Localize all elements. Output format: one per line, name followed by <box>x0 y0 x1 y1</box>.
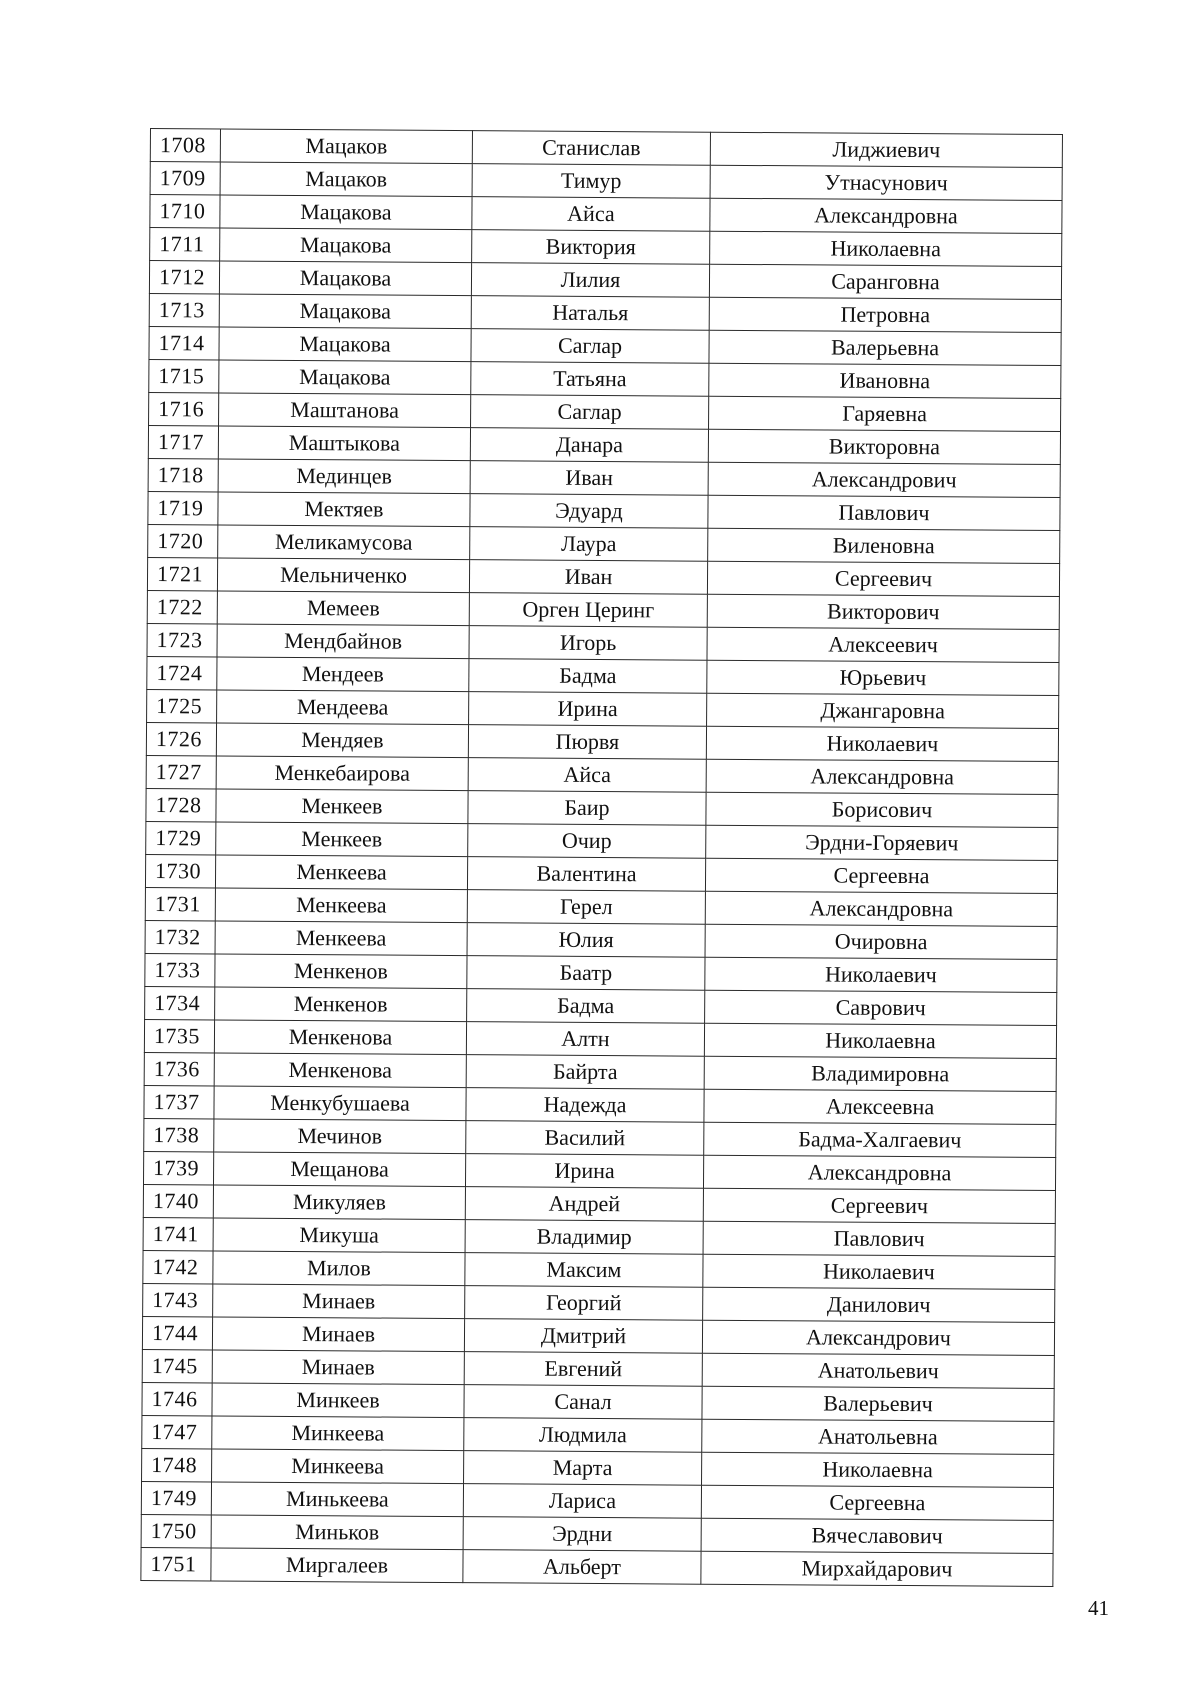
last-name-cell: Мечинов <box>214 1119 466 1154</box>
first-name-cell: Алтн <box>466 1022 704 1057</box>
last-name-cell: Мацакова <box>219 261 471 296</box>
last-name-cell: Маштыкова <box>218 426 470 461</box>
first-name-cell: Юлия <box>467 923 705 958</box>
first-name-cell: Наталья <box>471 296 709 331</box>
last-name-cell: Менкубушаева <box>214 1086 466 1121</box>
last-name-cell: Мендбайнов <box>217 624 469 659</box>
row-number-cell: 1721 <box>147 557 217 590</box>
row-number-cell: 1722 <box>147 590 217 623</box>
table-row <box>144 1085 1056 1124</box>
last-name-cell: Мединцев <box>218 459 470 494</box>
patronymic-cell: Мирхайдарович <box>701 1551 1053 1586</box>
last-name-cell: Мендяев <box>216 723 468 758</box>
last-name-cell: Менкенов <box>215 954 467 989</box>
last-name-cell: Менкебаирова <box>216 756 468 791</box>
first-name-cell: Саглар <box>471 395 709 430</box>
last-name-cell: Менкенов <box>215 987 467 1022</box>
row-number-cell: 1709 <box>150 162 220 195</box>
first-name-cell: Орген Церинг <box>469 593 707 628</box>
names-table <box>140 128 1063 1587</box>
patronymic-cell: Саранговна <box>709 264 1061 299</box>
last-name-cell: Минькеева <box>211 1482 463 1517</box>
patronymic-cell: Александровна <box>705 891 1057 926</box>
first-name-cell: Дмитрий <box>464 1319 702 1354</box>
row-number-cell: 1751 <box>141 1547 211 1580</box>
patronymic-cell: Владимировна <box>704 1056 1056 1091</box>
first-name-cell: Ирина <box>469 692 707 727</box>
row-number-cell: 1735 <box>144 1019 214 1052</box>
patronymic-cell: Виленовна <box>708 528 1060 563</box>
table-row <box>146 755 1058 794</box>
last-name-cell: Микуляев <box>213 1185 465 1220</box>
row-number-cell: 1723 <box>147 623 217 656</box>
row-number-cell: 1741 <box>143 1217 213 1250</box>
patronymic-cell: Николаевна <box>702 1452 1054 1487</box>
patronymic-cell: Павлович <box>708 495 1060 530</box>
last-name-cell: Микуша <box>213 1218 465 1253</box>
last-name-cell: Минкеева <box>212 1416 464 1451</box>
first-name-cell: Василий <box>466 1121 704 1156</box>
first-name-cell: Иван <box>469 560 707 595</box>
patronymic-cell: Джангаровна <box>707 693 1059 728</box>
row-number-cell: 1738 <box>144 1118 214 1151</box>
last-name-cell: Миргалеев <box>211 1548 463 1583</box>
patronymic-cell: Сергеевна <box>701 1485 1053 1520</box>
patronymic-cell: Сергеевич <box>703 1188 1055 1223</box>
first-name-cell: Бадма <box>467 989 705 1024</box>
patronymic-cell: Гаряевна <box>709 396 1061 431</box>
row-number-cell: 1743 <box>143 1283 213 1316</box>
first-name-cell: Игорь <box>469 626 707 661</box>
first-name-cell: Людмила <box>464 1418 702 1453</box>
row-number-cell: 1716 <box>149 392 219 425</box>
first-name-cell: Надежда <box>466 1088 704 1123</box>
last-name-cell: Меликамусова <box>218 525 470 560</box>
patronymic-cell: Николаевич <box>705 957 1057 992</box>
row-number-cell: 1737 <box>144 1085 214 1118</box>
patronymic-cell: Валерьевич <box>702 1386 1054 1421</box>
patronymic-cell: Александровна <box>706 759 1058 794</box>
row-number-cell: 1726 <box>146 722 216 755</box>
row-number-cell: 1712 <box>149 261 219 294</box>
first-name-cell: Татьяна <box>471 362 709 397</box>
row-number-cell: 1714 <box>149 326 219 359</box>
patronymic-cell: Павлович <box>703 1221 1055 1256</box>
row-number-cell: 1745 <box>142 1349 212 1382</box>
row-number-cell: 1713 <box>149 293 219 326</box>
patronymic-cell: Данилович <box>703 1287 1055 1322</box>
last-name-cell: Мацакова <box>219 327 471 362</box>
row-number-cell: 1724 <box>147 656 217 689</box>
patronymic-cell: Лиджиевич <box>710 132 1062 167</box>
first-name-cell: Айса <box>468 758 706 793</box>
first-name-cell: Баатр <box>467 956 705 991</box>
last-name-cell: Мацакова <box>219 294 471 329</box>
first-name-cell: Иван <box>470 461 708 496</box>
patronymic-cell: Юрьевич <box>707 660 1059 695</box>
row-number-cell: 1748 <box>142 1448 212 1481</box>
names-table-body <box>141 129 1063 1587</box>
row-number-cell: 1718 <box>148 458 218 491</box>
last-name-cell: Маштанова <box>219 393 471 428</box>
first-name-cell: Саглар <box>471 329 709 364</box>
last-name-cell: Минаев <box>213 1284 465 1319</box>
last-name-cell: Мацакова <box>220 195 472 230</box>
last-name-cell: Минкеева <box>212 1449 464 1484</box>
table-row <box>147 623 1059 662</box>
row-number-cell: 1750 <box>141 1514 211 1547</box>
first-name-cell: Ирина <box>465 1154 703 1189</box>
page-number: 41 <box>1088 1596 1109 1620</box>
patronymic-cell: Саврович <box>705 990 1057 1025</box>
patronymic-cell: Эрдни-Горяевич <box>706 825 1058 860</box>
patronymic-cell: Анатольевна <box>702 1419 1054 1454</box>
last-name-cell: Мектяев <box>218 492 470 527</box>
patronymic-cell: Сергеевич <box>707 561 1059 596</box>
patronymic-cell: Алексеевич <box>707 627 1059 662</box>
first-name-cell: Виктория <box>472 230 710 265</box>
first-name-cell: Владимир <box>465 1220 703 1255</box>
row-number-cell: 1731 <box>145 887 215 920</box>
row-number-cell: 1717 <box>148 425 218 458</box>
row-number-cell: 1727 <box>146 755 216 788</box>
patronymic-cell: Петровна <box>709 297 1061 332</box>
row-number-cell: 1730 <box>145 854 215 887</box>
row-number-cell: 1740 <box>143 1184 213 1217</box>
row-number-cell: 1747 <box>142 1415 212 1448</box>
table-row <box>141 1547 1053 1586</box>
row-number-cell: 1720 <box>148 524 218 557</box>
last-name-cell: Мендеев <box>217 657 469 692</box>
first-name-cell: Альберт <box>463 1550 701 1585</box>
row-number-cell: 1739 <box>143 1151 213 1184</box>
patronymic-cell: Викторовна <box>708 429 1060 464</box>
first-name-cell: Георгий <box>465 1286 703 1321</box>
last-name-cell: Мацакова <box>220 228 472 263</box>
patronymic-cell: Борисович <box>706 792 1058 827</box>
patronymic-cell: Алексеевна <box>704 1089 1056 1124</box>
last-name-cell: Милов <box>213 1251 465 1286</box>
last-name-cell: Менкеев <box>216 822 468 857</box>
patronymic-cell: Александровна <box>710 198 1062 233</box>
first-name-cell: Максим <box>465 1253 703 1288</box>
row-number-cell: 1708 <box>150 129 220 162</box>
patronymic-cell: Бадма-Халгаевич <box>704 1122 1056 1157</box>
patronymic-cell: Николаевна <box>710 231 1062 266</box>
row-number-cell: 1733 <box>145 953 215 986</box>
first-name-cell: Айса <box>472 197 710 232</box>
first-name-cell: Эдуард <box>470 494 708 529</box>
last-name-cell: Мемеев <box>217 591 469 626</box>
patronymic-cell: Анатольевич <box>702 1353 1054 1388</box>
patronymic-cell: Утнасунович <box>710 165 1062 200</box>
patronymic-cell: Александрович <box>708 462 1060 497</box>
patronymic-cell: Викторович <box>707 594 1059 629</box>
last-name-cell: Мацакова <box>219 360 471 395</box>
row-number-cell: 1746 <box>142 1382 212 1415</box>
last-name-cell: Менкеева <box>215 921 467 956</box>
row-number-cell: 1711 <box>150 228 220 261</box>
row-number-cell: 1744 <box>142 1316 212 1349</box>
row-number-cell: 1715 <box>149 359 219 392</box>
patronymic-cell: Николаевич <box>706 726 1058 761</box>
table-row <box>147 557 1059 596</box>
row-number-cell: 1719 <box>148 491 218 524</box>
first-name-cell: Лилия <box>471 263 709 298</box>
first-name-cell: Лаура <box>470 527 708 562</box>
last-name-cell: Менкеев <box>216 789 468 824</box>
patronymic-cell: Николаевна <box>704 1023 1056 1058</box>
first-name-cell: Пюрвя <box>468 725 706 760</box>
first-name-cell: Валентина <box>467 857 705 892</box>
first-name-cell: Тимур <box>472 164 710 199</box>
row-number-cell: 1729 <box>146 821 216 854</box>
row-number-cell: 1734 <box>145 986 215 1019</box>
first-name-cell: Эрдни <box>463 1517 701 1552</box>
first-name-cell: Марта <box>464 1451 702 1486</box>
last-name-cell: Мещанова <box>213 1152 465 1187</box>
first-name-cell: Санал <box>464 1385 702 1420</box>
first-name-cell: Герел <box>467 890 705 925</box>
patronymic-cell: Александрович <box>702 1320 1054 1355</box>
first-name-cell: Бадма <box>469 659 707 694</box>
first-name-cell: Лариса <box>463 1484 701 1519</box>
last-name-cell: Минаев <box>212 1350 464 1385</box>
table-row <box>148 524 1060 563</box>
first-name-cell: Баир <box>468 791 706 826</box>
row-number-cell: 1725 <box>147 689 217 722</box>
first-name-cell: Станислав <box>472 131 710 166</box>
last-name-cell: Мельниченко <box>217 558 469 593</box>
last-name-cell: Минаев <box>212 1317 464 1352</box>
patronymic-cell: Вячеславович <box>701 1518 1053 1553</box>
last-name-cell: Менкеева <box>215 855 467 890</box>
last-name-cell: Менкенова <box>214 1053 466 1088</box>
last-name-cell: Менкенова <box>214 1020 466 1055</box>
patronymic-cell: Николаевич <box>703 1254 1055 1289</box>
patronymic-cell: Александровна <box>703 1155 1055 1190</box>
last-name-cell: Менкеева <box>215 888 467 923</box>
patronymic-cell: Сергеевна <box>705 858 1057 893</box>
first-name-cell: Андрей <box>465 1187 703 1222</box>
last-name-cell: Минкеев <box>212 1383 464 1418</box>
row-number-cell: 1749 <box>141 1481 211 1514</box>
row-number-cell: 1736 <box>144 1052 214 1085</box>
patronymic-cell: Ивановна <box>709 363 1061 398</box>
first-name-cell: Очир <box>468 824 706 859</box>
row-number-cell: 1732 <box>145 920 215 953</box>
last-name-cell: Мацаков <box>220 162 472 197</box>
last-name-cell: Миньков <box>211 1515 463 1550</box>
patronymic-cell: Валерьевна <box>709 330 1061 365</box>
first-name-cell: Данара <box>470 428 708 463</box>
first-name-cell: Евгений <box>464 1352 702 1387</box>
last-name-cell: Мацаков <box>220 129 472 164</box>
row-number-cell: 1710 <box>150 195 220 228</box>
row-number-cell: 1728 <box>146 788 216 821</box>
patronymic-cell: Очировна <box>705 924 1057 959</box>
last-name-cell: Мендеева <box>217 690 469 725</box>
row-number-cell: 1742 <box>143 1250 213 1283</box>
first-name-cell: Байрта <box>466 1055 704 1090</box>
